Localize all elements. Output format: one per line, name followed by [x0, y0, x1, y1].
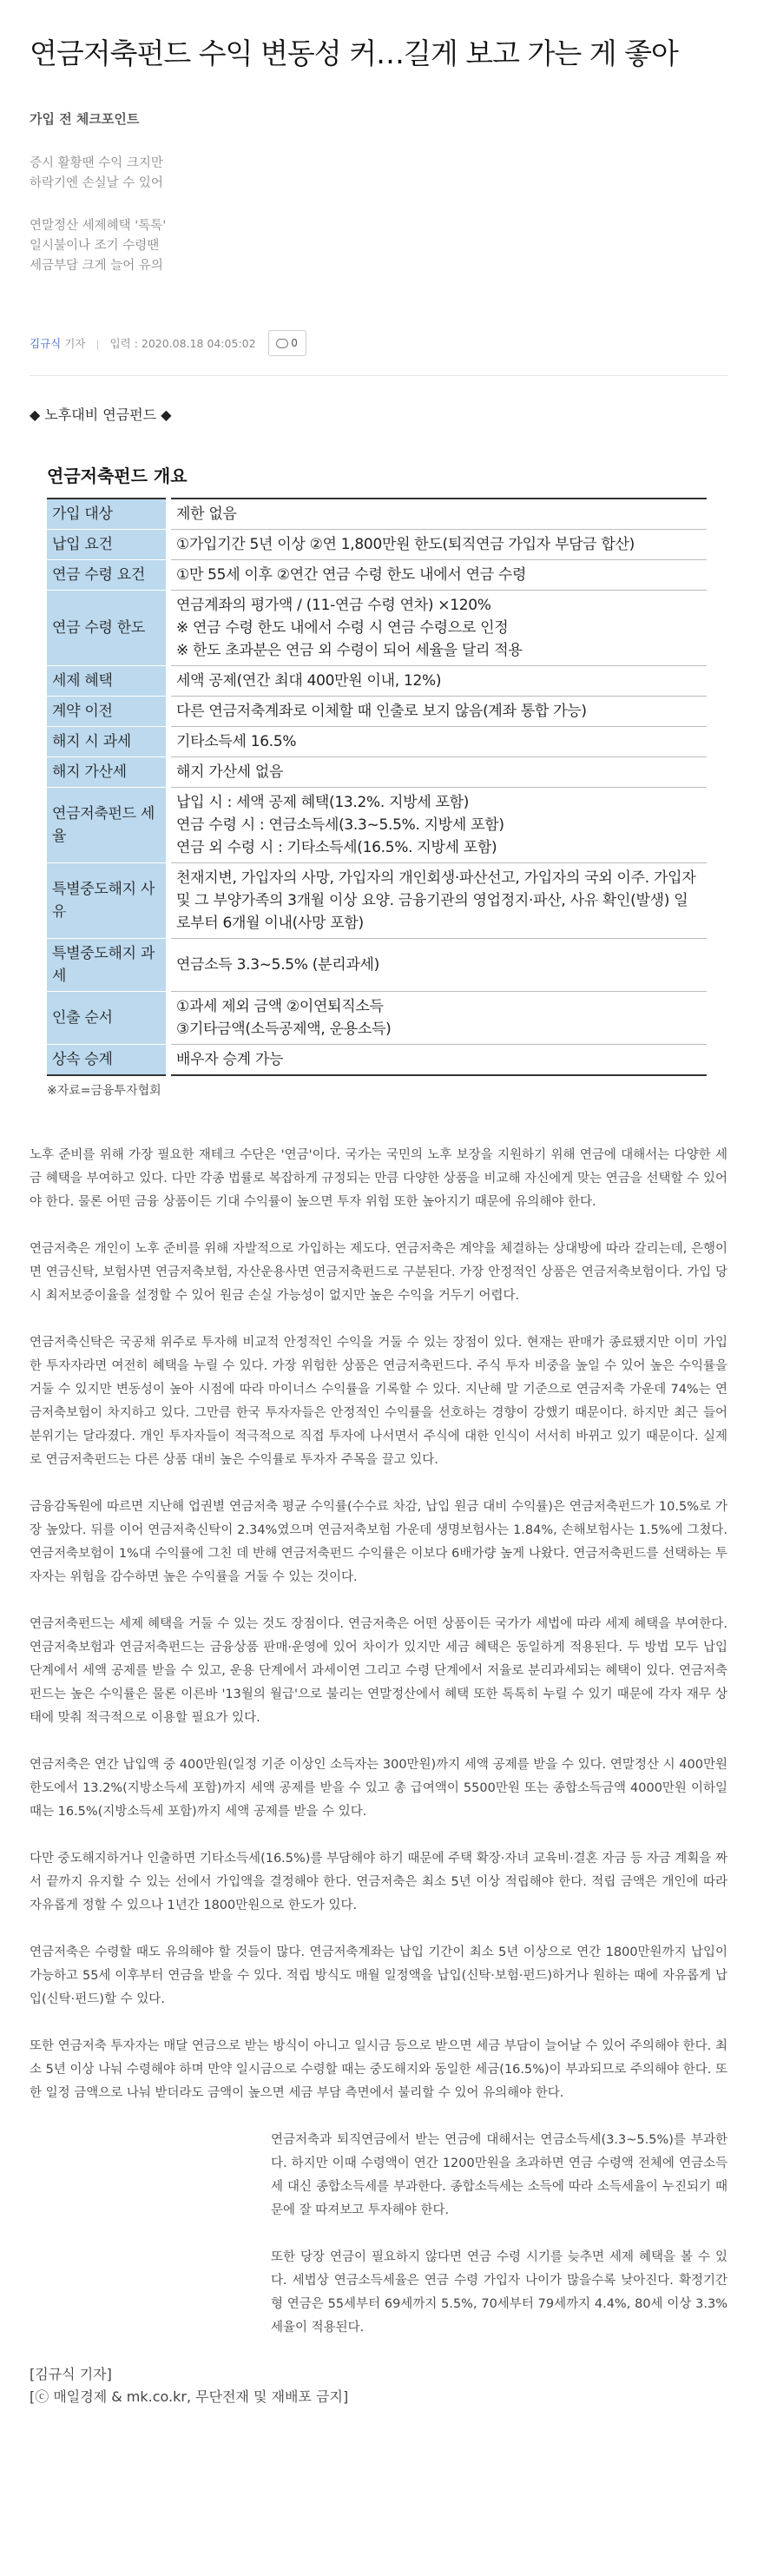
row-value-line: ③기타금액(소득공제액, 운용소득)	[176, 1020, 392, 1038]
row-value	[168, 666, 707, 697]
article-paragraph: 또한 연금저축 투자자는 매달 연금으로 받는 방식이 아니고 일시금 등으로 받으면 세금 부담이 늘어날 수 있어 주의해야 한다. 최소 5년 이상 나눠 수령해야 하며 만약 일시금으로 수령할 때는 중도해지와 동일한 세금(16.5%)이 부과되므로 주의해야 한다. 또한 일정 금액으로 나눠 받더라도 금액이 높으면 세금 부담 측면에서 불리할 수 있어 유의해야 한다.	[30, 2039, 727, 2100]
row-key: 인출 순서	[47, 992, 168, 1045]
summary-line: 하락기엔 손실날 수 있어	[30, 176, 163, 190]
row-value	[168, 992, 707, 1045]
article-body	[30, 1144, 727, 2340]
table-row	[47, 727, 707, 757]
overview-figure	[47, 462, 707, 1099]
row-value-line: 천재지변, 가입자의 사망, 가입자의 개인회생·파산선고, 가입자의 국외 이주. 가입자 및 그 부양가족의 3개월 이상 요양. 금융기관의 영업정지·파산, 사유 확인(발생) 일로부터 6개월 이내(사망 포함)	[176, 869, 696, 932]
row-key: 납입 요건	[47, 530, 168, 560]
table-row	[47, 560, 707, 591]
row-key: 연금 수령 한도	[47, 591, 168, 666]
row-value-line: 연금 수령 시 : 연금소득세(3.3~5.5%. 지방세 포함)	[176, 816, 504, 834]
summary-line: 연말정산 세제혜택 '톡톡'	[30, 219, 167, 233]
overview-table	[47, 498, 707, 1076]
article-paragraph: 금융감독원에 따르면 지난해 업권별 연금저축 평균 수익률(수수료 차감, 납입 원금 대비 수익률)은 연금저축펀드가 10.5%로 가장 높았다. 뒤를 이어 연금저축신탁이 2.34%였으며 연금저축보험 가운데 생명보험사는 1.84%, 손해보험사는 1.5%에 그쳤다. 연금저축보험이 1%대 수익률에 그친 데 반해 연금저축펀드 수익률은 이보다 6배가량 높게 나왔다. 연금저축펀드를 선택하는 투자자는 위험을 감수하면 높은 수익률을 거둘 수 있는 것이다.	[30, 1500, 727, 1584]
article-paragraph: 노후 준비를 위해 가장 필요한 재테크 수단은 '연금'이다. 국가는 국민의 노후 보장을 지원하기 위해 연금에 대해서는 다양한 세금 혜택을 부여하고 있다. 다만 각종 법률로 복잡하게 규정되는 만큼 다양한 상품을 비교해 자신에게 맞는 연금을 선택할 수 있어야 한다. 물론 어떤 금융 상품이든 기대 수익률이 높으면 투자 위험 또한 높아지기 때문에 유의해야 한다.	[30, 1148, 727, 1209]
table-row	[47, 757, 707, 788]
row-value	[168, 591, 707, 666]
row-value-line: ①과세 제외 금액 ②이연퇴직소득	[176, 998, 384, 1015]
row-value	[168, 727, 707, 757]
row-value	[168, 697, 707, 727]
row-key: 해지 시 과세	[47, 727, 168, 757]
copyright-notice: [ⓒ 매일경제 & mk.co.kr, 무단전재 및 재배포 금지]	[30, 2388, 349, 2405]
byline-divider	[30, 375, 727, 376]
reporter-link[interactable]: 김규식	[30, 337, 62, 350]
publish-date: 입력 : 2020.08.18 04:05:02	[109, 337, 256, 350]
article-paragraph: 연금저축은 개인이 노후 준비를 위해 자발적으로 가입하는 제도다. 연금저축은 계약을 체결하는 상대방에 따라 갈리는데, 은행이면 연금신탁, 보험사면 연금저축보험, 자산운용사면 연금저축펀드로 구분된다. 가장 안정적인 상품은 연금저축보험이다. 가입 당시 최저보증이율을 설정할 수 있어 원금 손실 가능성이 없지만 높은 수익을 거두기 어렵다.	[30, 1242, 727, 1303]
row-value-line: 연금계좌의 평가액 / (11-연금 수령 연차) ×120%	[176, 597, 491, 614]
row-value-line: 납입 시 : 세액 공제 혜택(13.2%. 지방세 포함)	[176, 794, 470, 811]
row-value-line: ①만 55세 이후 ②연간 연금 수령 한도 내에서 연금 수령	[176, 566, 527, 584]
row-value	[168, 788, 707, 863]
row-value-line: 세액 공제(연간 최대 400만원 이내, 12%)	[176, 672, 442, 690]
row-value	[168, 939, 707, 992]
row-value	[168, 499, 707, 530]
table-row	[47, 666, 707, 697]
row-value	[168, 757, 707, 788]
row-key: 특별중도해지 과세	[47, 939, 168, 992]
row-value-line: 기타소득세 16.5%	[176, 733, 297, 750]
row-key: 연금 수령 요건	[47, 560, 168, 591]
article-subtitle: 가입 전 체크포인트	[30, 111, 140, 127]
table-row	[47, 992, 707, 1045]
article-paragraph: 연금저축은 연간 납입액 중 400만원(일정 기준 이상인 소득자는 300만원)까지 세액 공제를 받을 수 있다. 연말정산 시 400만원 한도에서 13.2%(지방소득세 포함)까지 세액 공제를 받을 수 있고 총 급여액이 5500만원 또는 종합소득금액 4000만원 이하일 때는 16.5%(지방소득세 포함)까지 세액 공제를 받을 수 있다.	[30, 1758, 727, 1819]
table-row	[47, 788, 707, 863]
row-key: 세제 혜택	[47, 666, 168, 697]
summary-line: 일시불이나 조기 수령땐	[30, 239, 160, 253]
summary-group	[30, 216, 727, 276]
row-value-line: 해지 가산세 없음	[176, 763, 284, 781]
row-value	[168, 1045, 707, 1076]
row-key: 상속 승계	[47, 1045, 168, 1076]
article-paragraph: 연금저축은 수령할 때도 유의해야 할 것들이 많다. 연금저축계좌는 납입 기간이 최소 5년 이상으로 연간 1800만원까지 납입이 가능하고 55세 이후부터 연금을 받을 수 있다. 적립 방식도 매월 일정액을 납입(신탁·보험·펀드)하거나 원하는 때에 자유롭게 납입(신탁·펀드)할 수 있다.	[30, 1945, 727, 2006]
row-value-line: ※ 한도 초과분은 연금 외 수령이 되어 세율을 달리 적용	[176, 642, 523, 659]
row-value-line: 제한 없음	[176, 505, 237, 523]
row-key: 연금저축펀드 세율	[47, 788, 168, 863]
comment-bubble-icon	[276, 339, 288, 348]
author-credit: [김규식 기자]	[30, 2366, 112, 2382]
reporter-role: 기자	[64, 337, 86, 350]
row-value	[168, 863, 707, 939]
table-row	[47, 499, 707, 530]
row-key: 계약 이전	[47, 697, 168, 727]
byline-separator: |	[95, 336, 100, 350]
article-paragraph-inset: 또한 당장 연금이 필요하지 않다면 연금 수령 시기를 늦추면 세제 혜택을 볼 수 있다. 세법상 연금소득세율은 연금 수령 가입자 나이가 많을수록 낮아진다. 확정기간형 연금은 55세부터 69세까지 5.5%, 70세부터 79세까지 4.4%, 80세 이상 3.3% 세율이 적용된다.	[271, 2250, 727, 2335]
table-row	[47, 591, 707, 666]
figure-source: ※자료=금융투자협회	[47, 1084, 161, 1098]
article-paragraph-inset: 연금저축과 퇴직연금에서 받는 연금에 대해서는 연금소득세(3.3~5.5%)를 부과한다. 하지만 이때 수령액이 연간 1200만원을 초과하면 연금 수령액 전체에 연금소득세 대신 종합소득세를 부과한다. 종합소득세는 소득에 따라 소득세율이 누진되기 때문에 잘 따져보고 투자해야 한다.	[271, 2133, 727, 2217]
article-headline: 연금저축펀드 수익 변동성 커…길게 보고 가는 게 좋아	[30, 36, 678, 70]
comment-count: 0	[291, 337, 298, 349]
table-row	[47, 530, 707, 560]
byline	[30, 330, 727, 356]
row-value-line: 배우자 승계 가능	[176, 1051, 284, 1068]
row-value	[168, 560, 707, 591]
row-value-line: ※ 연금 수령 한도 내에서 수령 시 연금 수령으로 인정	[176, 619, 509, 637]
row-value-line: ①가입기간 5년 이상 ②연 1,800만원 한도(퇴직연금 가입자 부담금 합산)	[176, 536, 635, 553]
row-value-line: 연금소득 3.3~5.5% (분리과세)	[176, 956, 379, 974]
summary-line: 세금부담 크게 늘어 유의	[30, 259, 163, 273]
summary-group	[30, 154, 727, 194]
row-key: 해지 가산세	[47, 757, 168, 788]
table-row	[47, 939, 707, 992]
article-paragraph: 연금저축펀드는 세제 혜택을 거둘 수 있는 것도 장점이다. 연금저축은 어떤 상품이든 국가가 세법에 따라 세제 혜택을 부여한다. 연금저축보험과 연금저축펀드는 금융상품 판매·운영에 있어 차이가 있지만 세금 혜택은 동일하게 적용된다. 두 방법 모두 납입 단계에서 세액 공제를 받을 수 있고, 운용 단계에서 과세이연 그리고 수령 단계에서 저율로 분리과세되는 혜택이 있다. 연금저축펀드는 높은 수익률은 물론 이른바 '13월의 월급'으로 불리는 연말정산에서 혜택 또한 톡톡히 누릴 수 있기 때문에 각자 재무 상태에 맞춰 적극적으로 이용할 필요가 있다.	[30, 1617, 727, 1725]
row-value-line: 연금 외 수령 시 : 기타소득세(16.5%. 지방세 포함)	[176, 839, 497, 856]
table-row	[47, 1045, 707, 1076]
table-row	[47, 863, 707, 939]
article-paragraph: 연금저축신탁은 국공채 위주로 투자해 비교적 안정적인 수익을 거둘 수 있는 장점이 있다. 현재는 판매가 종료됐지만 이미 가입한 투자자라면 여전히 혜택을 누릴 수 있다. 가장 위험한 상품은 연금저축펀드다. 주식 투자 비중을 높일 수 있어 높은 수익률을 거둘 수 있지만 변동성이 높아 시점에 따라 마이너스 수익률을 기록할 수 있다. 지난해 말 기준으로 연금저축 가운데 74%는 연금저축보험이 차지하고 있다. 그만큼 한국 투자자들은 안정적인 수익률을 선호하는 경향이 강했기 때문이다. 하지만 최근 들어 분위기는 달라졌다. 개인 투자자들이 적극적으로 직접 투자에 나서면서 주식에 대한 인식이 서서히 바뀌고 있기 때문이다. 실제로 연금저축펀드는 다른 상품 대비 높은 수익률로 투자자 주목을 끌고 있다.	[30, 1336, 727, 1467]
section-label: ◆ 노후대비 연금펀드 ◆	[30, 406, 172, 423]
row-key: 가입 대상	[47, 499, 168, 530]
row-key: 특별중도해지 사유	[47, 863, 168, 939]
figure-title: 연금저축펀드 개요	[47, 466, 188, 486]
row-value	[168, 530, 707, 560]
comment-button[interactable]	[268, 330, 306, 356]
summary-line: 증시 활황땐 수익 크지만	[30, 156, 163, 170]
row-value-line: 다른 연금저축계좌로 이체할 때 인출로 보지 않음(계좌 통합 가능)	[176, 703, 587, 720]
table-row	[47, 697, 707, 727]
article-paragraph: 다만 중도해지하거나 인출하면 기타소득세(16.5%)를 부담해야 하기 때문에 주택 확장·자녀 교육비·결혼 자금 등 자금 계획을 짜서 끝까지 유지할 수 있는 선에서 가입액을 결정해야 한다. 연금저축은 최소 5년 이상 적립해야 한다. 적립 금액은 개인에 따라 자유롭게 정할 수 있으나 1년간 1800만원으로 한도가 있다.	[30, 1852, 727, 1912]
